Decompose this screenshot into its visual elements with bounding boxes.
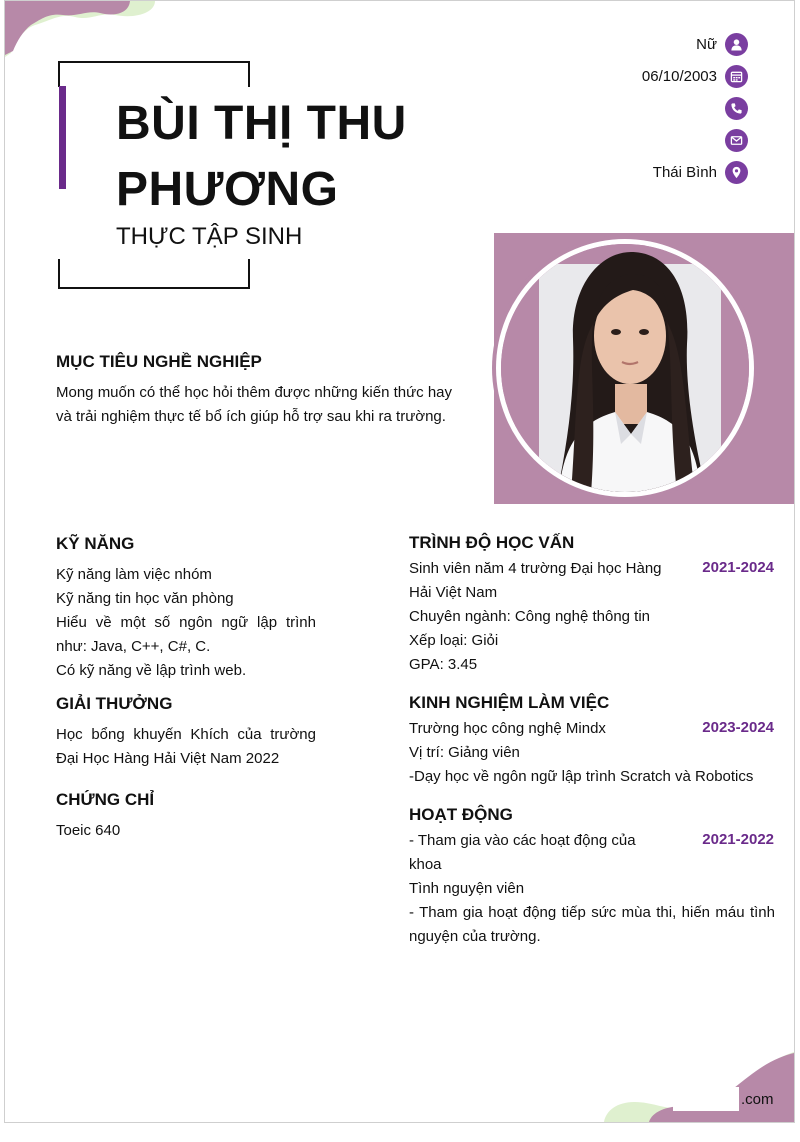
- education-gpa: GPA: 3.45: [409, 656, 478, 673]
- location-text: Thái Bình: [652, 163, 717, 181]
- phone-icon: [725, 97, 748, 120]
- activity-item: Tình nguyện viên: [409, 880, 525, 897]
- objective-heading: MỤC TIÊU NGHỀ NGHIỆP: [56, 352, 262, 371]
- calendar-icon: [725, 65, 748, 88]
- candidate-name: BÙI THỊ THU PHƯƠNG: [116, 97, 407, 216]
- awards-heading: GIẢI THƯỞNG: [56, 694, 173, 713]
- experience-years: 2023-2024: [702, 719, 774, 736]
- user-icon: [725, 33, 748, 56]
- activity-item: - Tham gia hoạt động tiếp sức mùa thi, hiến máu tình nguyện của trường.: [409, 904, 775, 945]
- certificates-heading: CHỨNG CHỈ: [56, 790, 155, 809]
- gender-text: Nữ: [696, 35, 717, 53]
- mail-icon: [725, 129, 748, 152]
- skill-item: Kỹ năng làm việc nhóm: [56, 566, 212, 583]
- education-rank: Xếp loại: Giỏi: [409, 632, 499, 649]
- contact-email: [717, 128, 748, 152]
- name-accent-bar: [59, 86, 66, 189]
- objective-text: Mong muốn có thể học hỏi thêm được những kiến thức hay và trải nghiệm thực tế bổ ích giúp hỗ trợ sau khi ra trường.: [56, 384, 453, 425]
- contact-dob: [642, 64, 748, 88]
- contact-gender: [696, 32, 748, 56]
- education-heading: TRÌNH ĐỘ HỌC VẤN: [409, 533, 575, 552]
- education-major: Chuyên ngành: Công nghệ thông tin: [409, 608, 651, 625]
- dob-text: 06/10/2003: [641, 67, 717, 85]
- name-frame-bottom: [58, 259, 250, 289]
- footer-mask: [673, 1087, 739, 1111]
- footer-website: .com: [741, 1091, 774, 1108]
- location-pin-icon: [725, 161, 748, 184]
- skill-item: Có kỹ năng về lập trình web.: [56, 662, 247, 679]
- skill-item: Kỹ năng tin học văn phòng: [56, 590, 234, 607]
- certificates-text: Toeic 640: [56, 822, 121, 839]
- education-years: 2021-2024: [702, 559, 774, 576]
- activities-years: 2021-2022: [702, 831, 774, 848]
- decorative-blob-top-left: [5, 1, 175, 61]
- activities-heading: HOẠT ĐỘNG: [409, 805, 513, 824]
- activity-item: - Tham gia vào các hoạt động của khoa: [409, 832, 636, 873]
- education-school: Sinh viên năm 4 trường Đại học Hàng Hải Việt Nam: [409, 560, 662, 601]
- experience-heading: KINH NGHIỆM LÀM VIỆC: [409, 693, 610, 712]
- contact-location: [653, 160, 748, 184]
- contact-phone: [717, 96, 748, 120]
- skills-heading: KỸ NĂNG: [56, 534, 135, 553]
- cv-page: [4, 0, 795, 1123]
- experience-task: -Dạy học về ngôn ngữ lập trình Scratch và Robotics: [409, 768, 754, 785]
- experience-company: Trường học công nghệ Mindx: [409, 720, 606, 737]
- name-frame-top: [58, 61, 250, 87]
- experience-position: Vị trí: Giảng viên: [409, 744, 520, 761]
- job-title: THỰC TẬP SINH: [116, 223, 303, 250]
- profile-photo: [501, 244, 749, 492]
- awards-text: Học bổng khuyến Khích của trường Đại Học Hàng Hải Việt Nam 2022: [56, 726, 316, 767]
- skill-item: Hiểu về một số ngôn ngữ lập trình như: Java, C++, C#, C.: [56, 614, 316, 655]
